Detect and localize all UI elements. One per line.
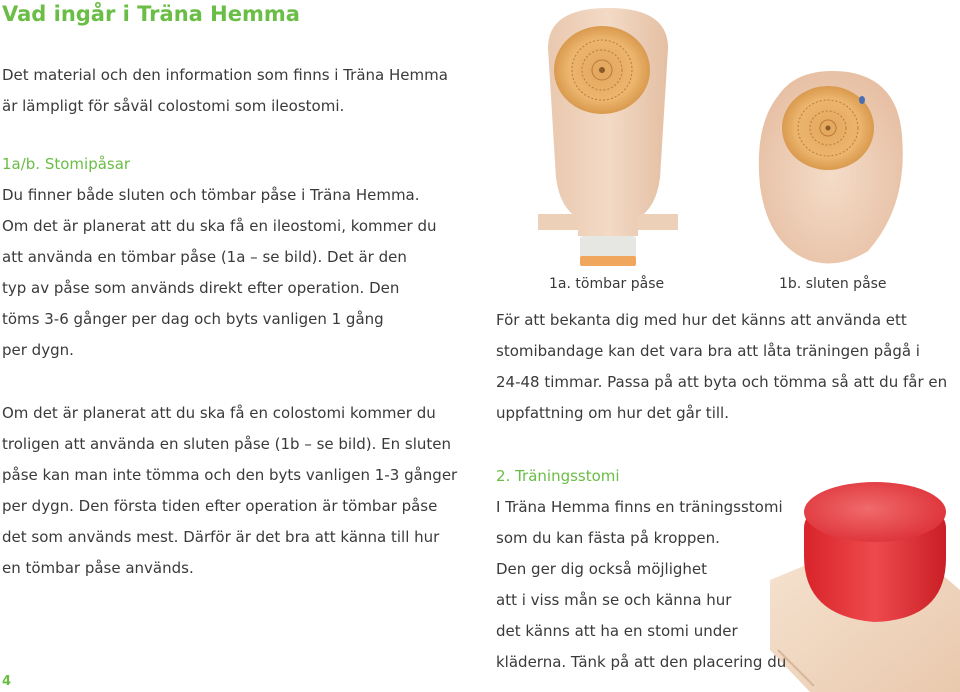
drainable-pouch-image <box>528 8 688 274</box>
closed-pouch-image <box>748 66 908 270</box>
intro-line: är lämpligt för såväl colostomi som ileostomi. <box>2 97 345 115</box>
page-title: Vad ingår i Träna Hemma <box>2 2 300 26</box>
training-stoma-image <box>770 470 960 692</box>
paragraph-line: För att bekanta dig med hur det känns att använda ett <box>496 311 907 329</box>
paragraph-line: I Träna Hemma finns en träningsstomi <box>496 498 783 516</box>
paragraph-line: töms 3-6 gånger per dag och byts vanligen 1 gång <box>2 310 384 328</box>
paragraph-line: det som används mest. Därför är det bra att känna till hur <box>2 528 440 546</box>
right-intro-paragraph <box>496 305 947 429</box>
paragraph-line: det känns att ha en stomi under <box>496 622 738 640</box>
caption-drainable-pouch: 1a. tömbar påse <box>549 276 665 292</box>
intro-line: Det material och den information som finns i Träna Hemma <box>2 66 448 84</box>
page-number: 4 <box>2 674 12 689</box>
paragraph-line: Om det är planerat att du ska få en ileostomi, kommer du <box>2 217 437 235</box>
paragraph-line: Den ger dig också möjlighet <box>496 560 708 578</box>
paragraph-line: 24-48 timmar. Passa på att byta och tömma så att du får en <box>496 373 948 391</box>
section-traningsstomi <box>496 461 786 678</box>
paragraph-line: Om det är planerat att du ska få en colostomi kommer du <box>2 404 436 422</box>
section-stomipasar <box>2 149 436 366</box>
paragraph-line: stomibandage kan det vara bra att låta träningen pågå i <box>496 342 920 360</box>
paragraph-line: påse kan man inte tömma och den byts vanligen 1-3 gånger <box>2 466 458 484</box>
paragraph-line: Du finner både sluten och tömbar påse i Träna Hemma. <box>2 186 420 204</box>
paragraph-line: som du kan fästa på kroppen. <box>496 529 720 547</box>
intro-paragraph <box>2 60 448 122</box>
paragraph-line: uppfattning om hur det går till. <box>496 404 729 422</box>
paragraph-line: kläderna. Tänk på att den placering du <box>496 653 787 671</box>
section-heading-traningsstomi: 2. Träningsstomi <box>496 467 620 485</box>
paragraph-line: att i viss mån se och känna hur <box>496 591 732 609</box>
section-colostomi-paragraph <box>2 398 457 584</box>
paragraph-line: troligen att använda en sluten påse (1b – se bild). En sluten <box>2 435 452 453</box>
caption-closed-pouch: 1b. sluten påse <box>779 276 887 292</box>
section-heading-stomipasar: 1a/b. Stomipåsar <box>2 155 131 173</box>
paragraph-line: typ av påse som används direkt efter operation. Den <box>2 279 400 297</box>
paragraph-line: en tömbar påse används. <box>2 559 194 577</box>
paragraph-line: per dygn. Den första tiden efter operation är tömbar påse <box>2 497 438 515</box>
paragraph-line: per dygn. <box>2 341 74 359</box>
paragraph-line: att använda en tömbar påse (1a – se bild). Det är den <box>2 248 407 266</box>
